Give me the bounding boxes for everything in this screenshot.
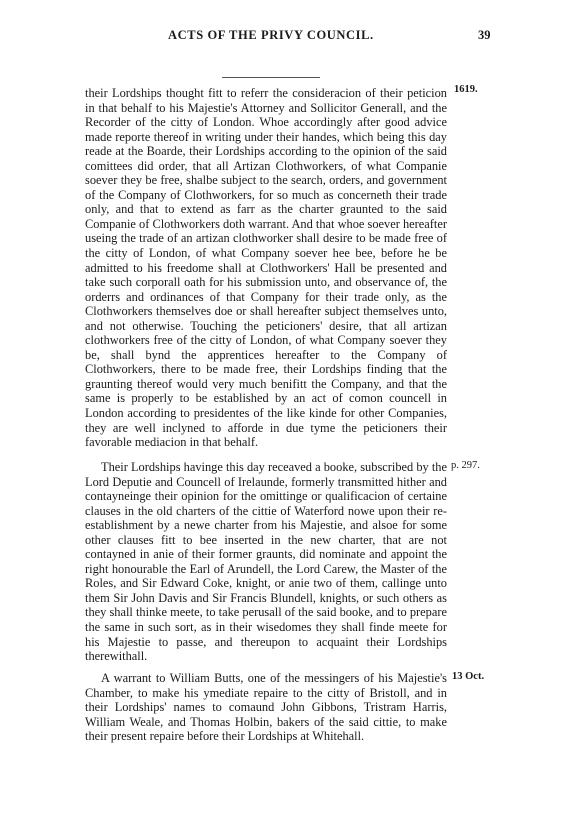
margin-note-page-ref: p. 297.: [451, 460, 480, 471]
page-header: [0, 28, 567, 58]
header-rule: [222, 77, 320, 78]
margin-note-date: 13 Oct.: [452, 671, 485, 682]
margin-note-year: 1619.: [454, 84, 478, 95]
running-title: ACTS OF THE PRIVY COUNCIL.: [168, 28, 374, 42]
page-number: 39: [478, 28, 491, 42]
paragraph-clothworkers: their Lordships thought fitt to referr the consideracion of their peticion in that behalf to his Majestie's Attorney and Sollicitor Generall, and the Recorder of the citty of London. Whoe accordingly after good advice made reporte thereof in writing under their handes, which being this day reade at the Boarde, their Lordships according to the opinion of the said comittees did order, that all Artizan Clothworkers, of what Companie soever they be free, shalbe subject to the search, orders, and government of the Company of Clothworkers, for so much as concerneth their trade only, and that to extend as farr as the charter graunted to the said Companie of Clothworkers doth warrant. And that whoe soever hereafter useing the trade of an artizan clothworker shall desire to be made free of the citty of London, of what Company soever hee bee, before he be admitted to his freedome shall at Clothworkers' Hall be presented and take such corporall oath for his submission unto, and observance of, the orderrs and ordinances of that Company for their trade only, as the Clothworkers themselves doe or shall hereafter subject themselves unto, and not otherwise. Touching the peticioners' desire, that all artizan clothworkers free of the citty of London, of what Company soever they be, shall bynd the apprentices hereafter to the Company of Clothworkers, there to be made free, their Lordships finding that the graunting thereof would very much benifitt the Company, and that the same is properly to be established by an act of comon councell in London according to presidentes of the like kinde for other Companies, they are well inclyned to afforde in due tyme the peticioners their favorable mediacion in that behalf.: [85, 86, 447, 450]
paragraph-waterford-charter: Their Lordships havinge this day receaved a booke, subscribed by the Lord Deputie and Councell of Irelaunde, formerly transmitted hither and contayneinge their opinion for the omittinge or qualificacion of certaine clauses in the old charters of the cittie of Waterford nowe upon their re-establishment by a newe charter from his Majestie, and alsoe for some other clauses fitt to bee inserted in the new charter, that are not contayned in anie of their former graunts, did nominate and appoint the right honourable the Earl of Arundell, the Lord Carew, the Master of the Roles, and Sir Edward Coke, knight, or anie two of them, callinge unto them Sir John Davis and Sir Francis Blundell, knights, or such others as they shall thinke meete, to take perusall of the said booke, and to prepare the same in such sort, as in their wisedomes they shall finde meete for his Majestie to passe, and thereupon to acquaint their Lordships therewithall.: [85, 460, 447, 664]
paragraph-warrant-butts: A warrant to William Butts, one of the messingers of his Majestie's Chamber, to make his ymediate repaire to the citty of Bristoll, and in their Lordships' names to comaund John Gibbons, Tristram Harris, William Weale, and Thomas Holbin, bakers of the said cittie, to make their present repaire before their Lordships at Whitehall.: [85, 671, 447, 744]
